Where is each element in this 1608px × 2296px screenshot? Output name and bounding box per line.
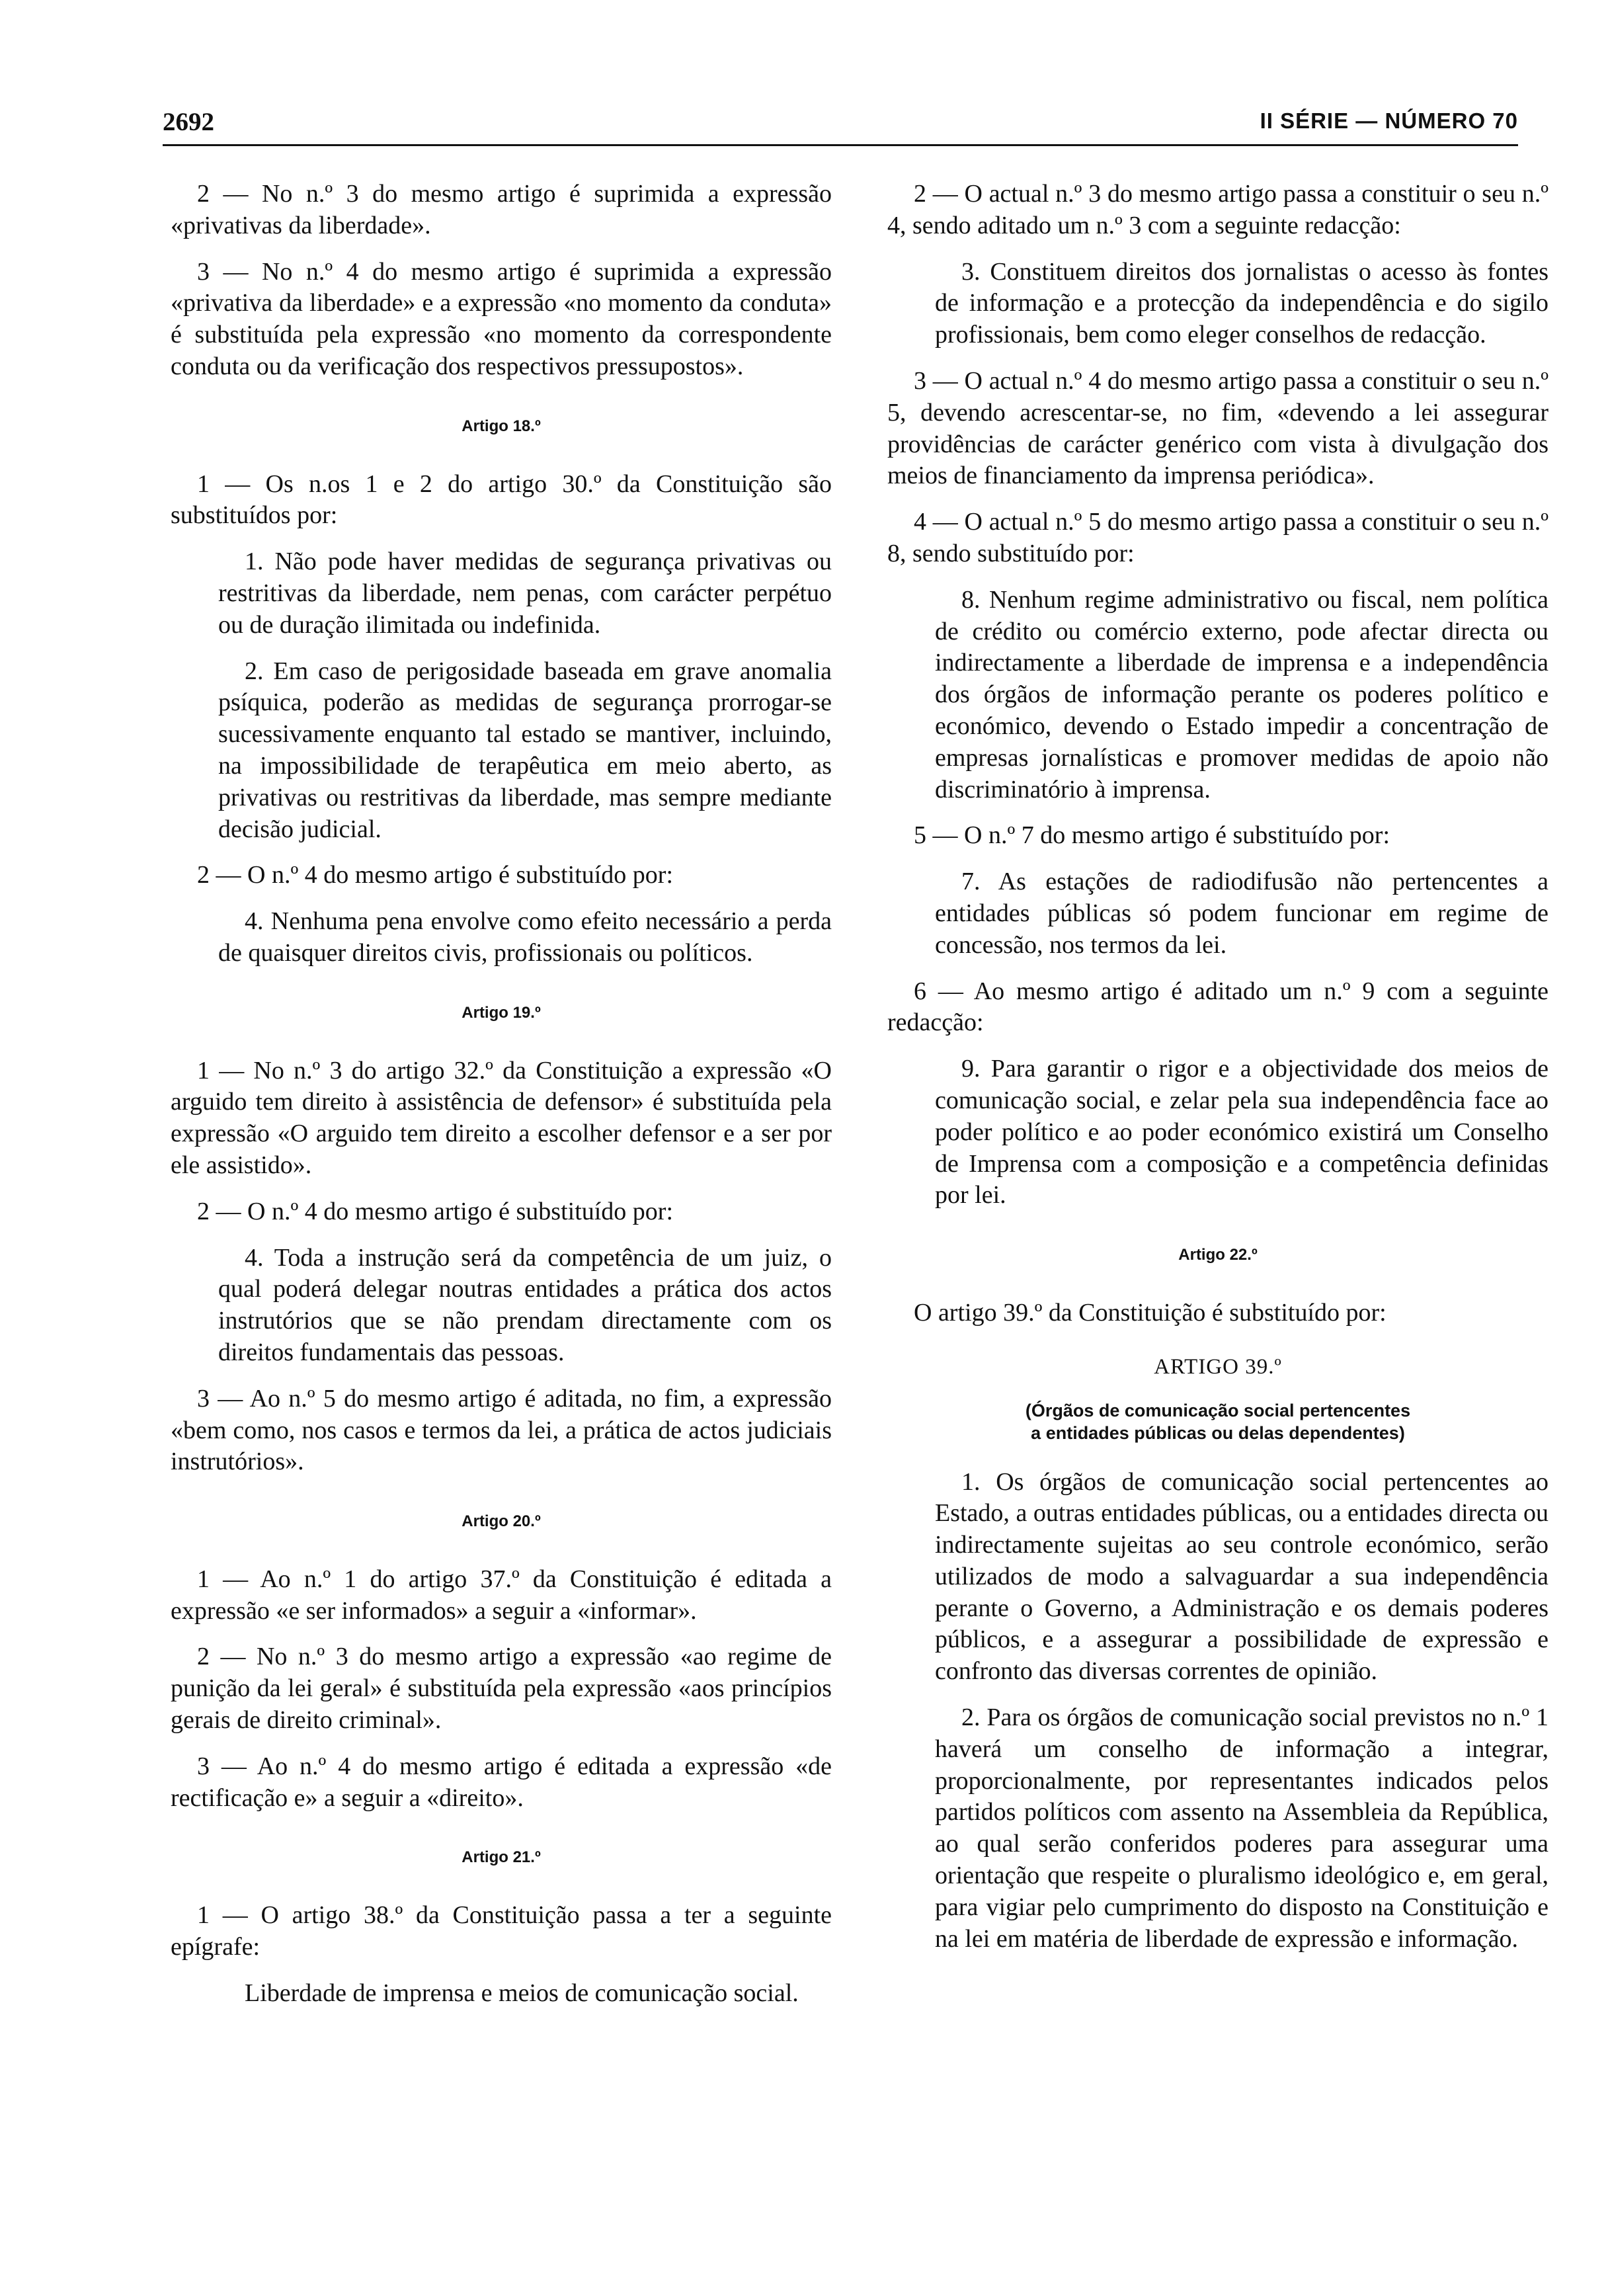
paragraph: 4 — O actual n.º 5 do mesmo artigo passa a constituir o seu n.º 8, sendo substituído por: bbox=[887, 508, 1548, 567]
quoted-paragraph: 4. Nenhuma pena envolve como efeito necessário a perda de quaisquer direitos civis, profissionais ou políticos. bbox=[218, 907, 832, 967]
series-number: II SÉRIE — NÚMERO 70 bbox=[1260, 108, 1518, 133]
quoted-paragraph: 2. Em caso de perigosidade baseada em grave anomalia psíquica, poderão as medidas de segurança prorrogar-se sucessivamente enquanto tal estado se mantiver, incluindo, na impossibilidade de terapêutica em meio aberto, as privativas ou restritivas da liberdade, mas sempre mediante decisão judicial. bbox=[218, 657, 832, 843]
quoted-paragraph: 3. Constituem direitos dos jornalistas o acesso às fontes de informação e a protecção da independência e do sigilo profissionais, bem como eleger conselhos de redacção. bbox=[935, 257, 1548, 349]
quoted-paragraph: 7. As estações de radiodifusão não pertencentes a entidades públicas só podem funcionar em regime de concessão, nos termos da lei. bbox=[935, 868, 1548, 959]
article-heading-20: Artigo 20.º bbox=[462, 1512, 541, 1531]
paragraph: 2 — No n.º 3 do mesmo artigo é suprimida a expressão «privativas da liberdade». bbox=[171, 180, 832, 239]
article-heading-39: ARTIGO 39.º bbox=[1154, 1354, 1282, 1379]
paragraph: 2 — No n.º 3 do mesmo artigo a expressão «ao regime de punição da lei geral» é substituída pela expressão «aos princípios gerais de direito criminal». bbox=[171, 1643, 832, 1735]
quoted-paragraph: 9. Para garantir o rigor e a objectividade dos meios de comunicação social, e zelar pela sua independência face ao poder político e ao poder económico existirá um Conselho de Imprensa com a composição e a competência definidas por lei. bbox=[935, 1055, 1548, 1210]
epigraph-line-1: (Órgãos de comunicação social pertencentes bbox=[1025, 1400, 1411, 1420]
paragraph: 1 — Os n.os 1 e 2 do artigo 30.º da Constituição são substituídos por: bbox=[171, 470, 832, 530]
paragraph: 2 — O n.º 4 do mesmo artigo é substituído por: bbox=[197, 1197, 674, 1225]
paragraph: 2 — O n.º 4 do mesmo artigo é substituído por: bbox=[197, 861, 674, 889]
paragraph: 3 — No n.º 4 do mesmo artigo é suprimida a expressão «privativa da liberdade» e a expressão «no momento da conduta» é substituída pela expressão «no momento da correspondente conduta ou da verificação dos respectivos pressupostos». bbox=[171, 257, 832, 380]
paragraph: 1 — Ao n.º 1 do artigo 37.º da Constituição é editada a expressão «e ser informados» a seguir a «informar». bbox=[171, 1565, 832, 1625]
paragraph: 5 — O n.º 7 do mesmo artigo é substituído por: bbox=[914, 821, 1390, 850]
page-number: 2692 bbox=[163, 108, 214, 136]
quoted-paragraph: 2. Para os órgãos de comunicação social previstos no n.º 1 haverá um conselho de informação a integrar, proporcionalmente, por representantes indicados pelos partidos políticos com assento na Assembleia da República, ao qual serão conferidos poderes para assegurar uma orientação que respeite o pluralismo ideológico e, em geral, para vigiar pelo cumprimento do disposto na Constituição e na lei em matéria de liberdade de expressão e informação. bbox=[935, 1703, 1548, 1953]
article-heading-19: Artigo 19.º bbox=[462, 1003, 541, 1022]
paragraph: 6 — Ao mesmo artigo é aditado um n.º 9 com a seguinte redacção: bbox=[887, 977, 1548, 1037]
quoted-paragraph: Liberdade de imprensa e meios de comunicação social. bbox=[245, 1979, 799, 2007]
quoted-paragraph: 1. Não pode haver medidas de segurança privativas ou restritivas da liberdade, nem penas, com carácter perpétuo ou de duração ilimitada ou indefinida. bbox=[218, 548, 832, 639]
quoted-paragraph: 4. Toda a instrução será da competência de um juiz, o qual poderá delegar noutras entidades a prática dos actos instrutórios que se não prendam directamente com os direitos fundamentais das pessoas. bbox=[218, 1243, 832, 1366]
article-heading-18: Artigo 18.º bbox=[462, 417, 541, 435]
quoted-paragraph: 1. Os órgãos de comunicação social pertencentes ao Estado, a outras entidades públicas, ou a entidades directa ou indirectamente sujeitas ao seu controle económico, serão utilizados de modo a salvaguardar a sua independência perante o Governo, a Administração e os demais poderes públicos, e a assegurar a possibilidade de expressão e confronto das diversas correntes de opinião. bbox=[935, 1467, 1548, 1686]
paragraph: 3 — O actual n.º 4 do mesmo artigo passa a constituir o seu n.º 5, devendo acrescentar-se, no fim, «devendo a lei assegurar providências de carácter genérico com vista à divulgação dos meios de financiamento da imprensa periódica». bbox=[887, 366, 1548, 490]
epigraph-line-2: a entidades públicas ou delas dependentes) bbox=[1031, 1422, 1405, 1443]
left-column bbox=[171, 179, 832, 2024]
paragraph: 1 — No n.º 3 do artigo 32.º da Constituição a expressão «O arguido tem direito à assistência de defensor» é substituída pela expressão «O arguido tem direito a escolher defensor e a ser por ele assistido». bbox=[171, 1056, 832, 1179]
quoted-paragraph: 8. Nenhum regime administrativo ou fiscal, nem política de crédito ou comércio externo, pode afectar directa ou indirectamente a liberdade de imprensa e a independência dos órgãos de informação perante os poderes político e económico, devendo o Estado impedir a concentração de empresas jornalísticas e promover medidas de apoio não discriminatório à imprensa. bbox=[935, 585, 1548, 803]
article-heading-21: Artigo 21.º bbox=[462, 1848, 541, 1867]
paragraph: O artigo 39.º da Constituição é substituído por: bbox=[914, 1298, 1387, 1327]
page-header bbox=[163, 107, 1518, 146]
paragraph: 3 — Ao n.º 4 do mesmo artigo é editada a expressão «de rectificação e» a seguir a «direito». bbox=[171, 1752, 832, 1812]
paragraph: 2 — O actual n.º 3 do mesmo artigo passa a constituir o seu n.º 4, sendo aditado um n.º 3 com a seguinte redacção: bbox=[887, 180, 1548, 239]
article-heading-22: Artigo 22.º bbox=[1178, 1246, 1258, 1264]
article-epigraph bbox=[887, 1399, 1548, 1444]
right-column bbox=[887, 179, 1548, 1969]
paragraph: 1 — O artigo 38.º da Constituição passa a ter a seguinte epígrafe: bbox=[171, 1901, 832, 1961]
paragraph: 3 — Ao n.º 5 do mesmo artigo é aditada, no fim, a expressão «bem como, nos casos e termos da lei, a prática de actos judiciais instrutórios». bbox=[171, 1384, 832, 1476]
